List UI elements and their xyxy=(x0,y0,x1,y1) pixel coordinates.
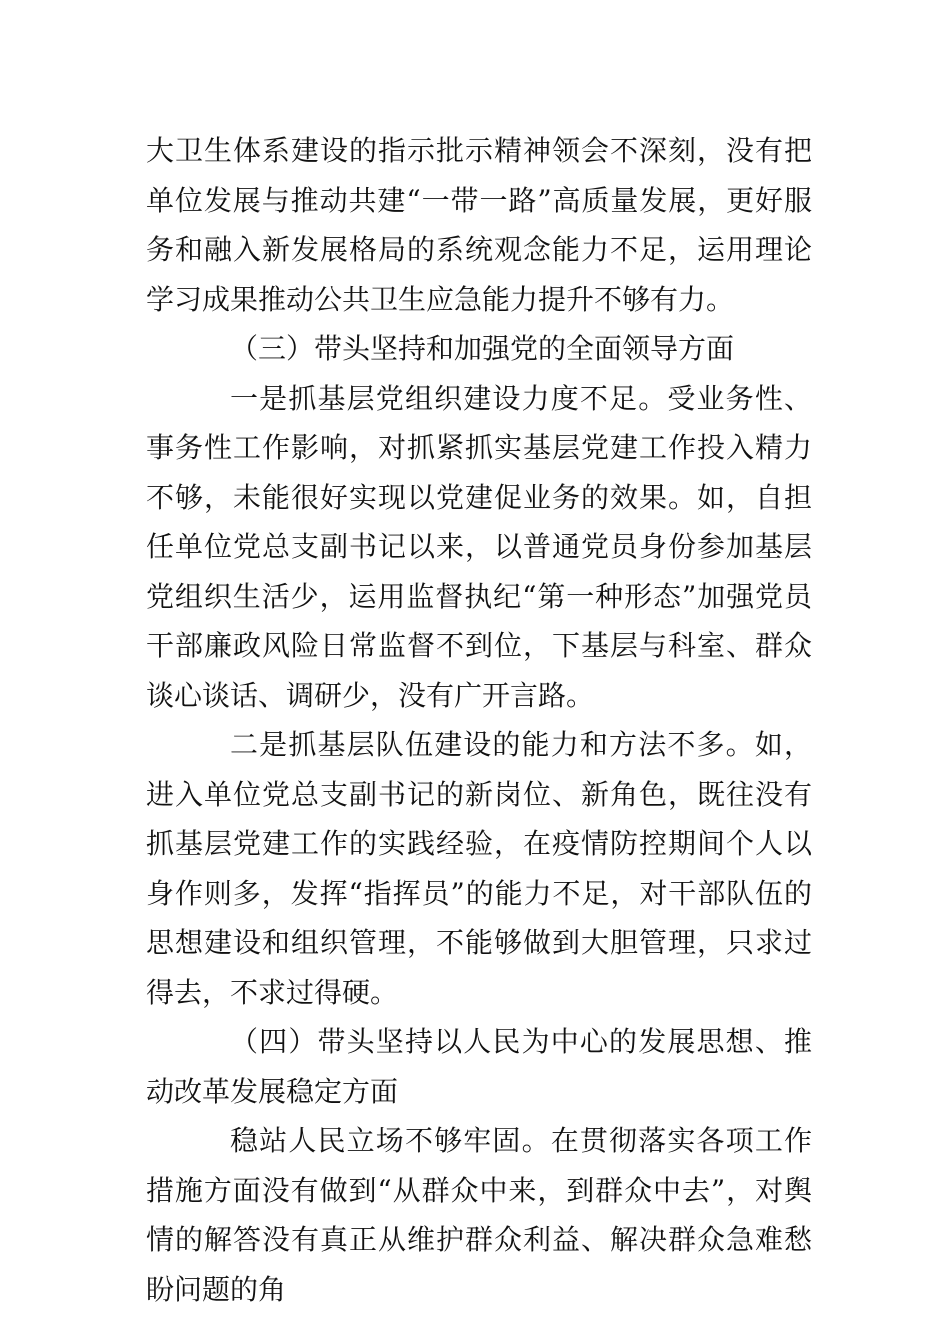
paragraph-party-organization: 一是抓基层党组织建设力度不足。受业务性、事务性工作影响，对抓紧抓实基层党建工作投入精力不够，未能很好实现以党建促业务的效果。如，自担任单位党总支副书记以来，以普通党员身份参加基层党组织生活少，运用监督执纪“第一种形态”加强党员干部廉政风险日常监督不到位，下基层与科室、群众谈心谈话、调研少，没有广开言路。 xyxy=(146,381,812,712)
section-heading-4: （四）带头坚持以人民为中心的发展思想、推动改革发展稳定方面 xyxy=(146,1025,812,1108)
document-body xyxy=(146,126,812,1314)
paragraph-continuation: 大卫生体系建设的指示批示精神领会不深刻，没有把单位发展与推动共建“一带一路”高质量发展，更好服务和融入新发展格局的系统观念能力不足，运用理论学习成果推动公共卫生应急能力提升不够有力。 xyxy=(146,134,812,316)
paragraph-team-building: 二是抓基层队伍建设的能力和方法不多。如，进入单位党总支副书记的新岗位、新角色，既往没有抓基层党建工作的实践经验，在疫情防控期间个人以身作则多，发挥“指挥员”的能力不足，对干部队伍的思想建设和组织管理，不能够做到大胆管理，只求过得去，不求过得硬。 xyxy=(146,728,812,1009)
paragraph-people-stance: 稳站人民立场不够牢固。在贯彻落实各项工作措施方面没有做到“从群众中来，到群众中去”，对舆情的解答没有真正从维护群众利益、解决群众急难愁盼问题的角 xyxy=(146,1124,812,1306)
section-heading-3: （三）带头坚持和加强党的全面领导方面 xyxy=(230,332,735,365)
